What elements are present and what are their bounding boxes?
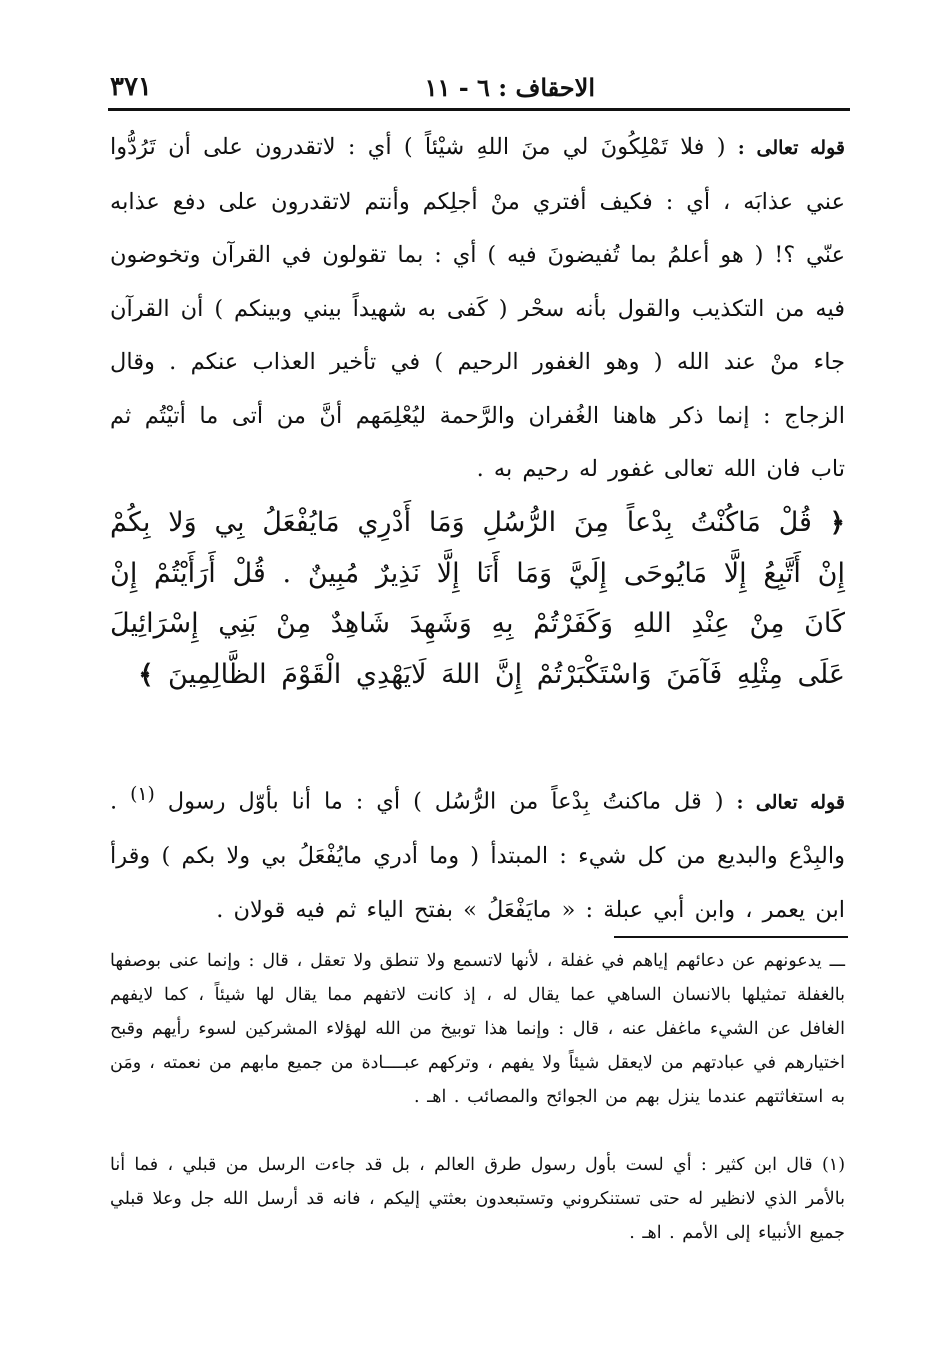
footnote-1: (١) قال ابن كثير : أي لست بأول رسول طرق العالم ، بل قد جاءت الرسل من قبلي ، فما أنا بالأمر الذي لانظير له حتى تستنكروني وتستبعدون بعثتي إليكم ، فانه قد أرسل الله جل وعلا قبلي جميع الأنبياء إلى الأمم . اهـ . xyxy=(110,1155,846,1243)
paragraph-text-rest: . والبِدْع والبديع من كل شيء : المبتدأ ( وما أدري مايُفْعَلُ بي ولا بكم ) وقرأ ابن يعمر ، وابن أبي عبلة : « مايَفْعَلُ » بفتح الياء ثم فيه قولان . xyxy=(110,788,845,923)
footnote-rule xyxy=(614,936,848,938)
quran-verse-text: قُلْ مَاكُنْتُ بِدْعاً مِنَ الرُّسُلِ وَمَا أَدْرِي مَايُفْعَلُ بِي وَلا بِكُمْ إِنْ أَتَّبِعُ إِلَّا مَايُوحَى إِلَيَّ وَمَا أَنَا إِلَّا نَذِيرٌ مُبِينٌ . قُلْ أَرَأَيْتُمْ إِنْ كَانَ مِنْ عِنْدِ اللهِ وَكَفَرْتُمْ بِهِ وَشَهِدَ شَاهِدٌ مِنْ بَنِي إِسْرَائِيلَ عَلَى مِثْلِهِ فَآمَنَ وَاسْتَكْبَرْتُمْ إِنَّ اللهَ لَايَهْدِي الْقَوْمَ الظَّالِمِينَ xyxy=(110,507,845,690)
quran-verse-block xyxy=(110,498,845,700)
ornate-bracket-close: ﴾ xyxy=(138,659,154,690)
ornate-bracket-open: ﴿ xyxy=(829,508,845,538)
footnote-marker: (١) xyxy=(130,784,155,805)
paragraph-text: ( فلا تَمْلِكُونَ لي منَ اللهِ شيْئاً ) أي : لاتقدرون على أن تَرُدُّوا عني عذابَه ، أي : فكيف أفتري منْ أجلِكم وأنتم لاتقدرون على دفع عذابه عنّي ؟! ( هو أعلمُ بما تُفيضونَ فيه ) أي : بما تقولون في القرآن وتخوضون فيه من التكذيب والقول بأنه سحْر ( كَفى به شهيداً بيني وبينكم ) أن القرآن جاء منْ عند الله ( وهو الغفور الرحيم ) في تأخير العذاب عنكم . وقال الزجاج : إنما ذكر هاهنا الغُفران والرَّحمة ليُعْلِمَهم أنَّ من أتى ما أتيْتُم ثم تاب فان الله تعالى غفور له رحيم به . xyxy=(110,134,845,482)
paragraph-lead: قوله تعالى : xyxy=(737,137,845,159)
paragraph-text: ( قل ماكنتُ بِدْعاً من الرُّسُل ) أي : ما أنا بأوّل رسول xyxy=(167,788,724,815)
running-title: الاحقاف : ٦ - ١١ xyxy=(424,73,595,102)
page-header xyxy=(110,60,845,102)
page-number: ٣٧١ xyxy=(110,72,152,102)
header-rule xyxy=(108,108,850,111)
commentary-paragraph-2 xyxy=(110,768,845,937)
commentary-paragraph-1 xyxy=(110,121,845,497)
paragraph-lead: قوله تعالى : xyxy=(736,791,845,814)
footnote-continued: ـــ يدعونهم عن دعائهم إياهم في غفلة ، لأنها لاتسمع ولا تنطق ولا تعقل ، قال : وإنما عنى بوصفها بالغفلة تمثيلها بالانسان الساهي عما يقال له ، إذ كانت لاتفهم مما يقال لها شيئاً ، كما لايفهم الغافل عن الشيء ماغفل عنه ، قال : وإنما هذا توبيخ من الله لهؤلاء المشركين لسوء رأيهم وقبح اختيارهم في عبادتهم من لايعقل شيئاً ولا يفهم ، وتركهم عبــــادة من جميع مابهم من نعمته ، ومَن به استغاثتهم عندما ينزل بهم من الجوائح والمصائب . اهـ . xyxy=(110,951,845,1107)
